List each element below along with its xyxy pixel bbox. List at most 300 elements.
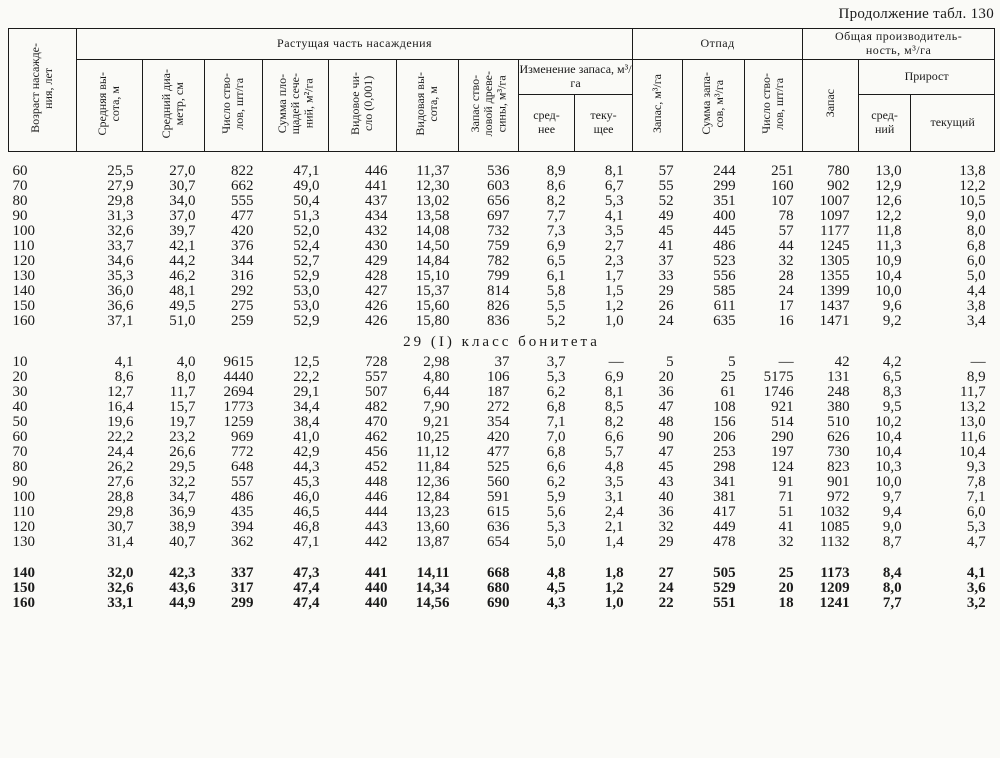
table-cell: 15,37: [415, 283, 450, 299]
age-cell: 130: [12, 268, 35, 284]
table-cell: 1399: [819, 283, 850, 299]
table-cell: 71: [778, 489, 794, 505]
table-cell: 380: [827, 399, 850, 415]
table-cell: 452: [365, 459, 388, 475]
table-row: [9, 284, 995, 299]
table-cell: 5,3: [966, 519, 986, 535]
table-cell: 4,7: [966, 534, 986, 550]
table-cell: 44: [778, 238, 794, 254]
table-row: [9, 566, 995, 581]
table-cell: 477: [487, 444, 510, 460]
table-cell: 12,5: [293, 354, 320, 370]
table-cell: 14,50: [415, 238, 450, 254]
table-cell: 55: [658, 178, 674, 194]
table-cell: 25: [720, 369, 736, 385]
age-cell: 160: [12, 595, 35, 611]
header-increment-mean: сред- ний: [859, 95, 911, 152]
header-dropout-trees: Число ство- лов, шт/га: [745, 60, 803, 152]
table-cell: 4,80: [423, 369, 450, 385]
table-cell: 603: [487, 178, 510, 194]
table-cell: 11,3: [875, 238, 902, 254]
table-cell: 32,6: [107, 580, 134, 596]
table-cell: 6,8: [966, 238, 986, 254]
age-cell: 60: [12, 163, 28, 179]
table-cell: 376: [231, 238, 254, 254]
table-cell: 5,7: [604, 444, 624, 460]
table-cell: 10,0: [875, 283, 902, 299]
table-cell: 42,1: [169, 238, 196, 254]
table-cell: 2694: [223, 384, 254, 400]
table-cell: 523: [713, 253, 736, 269]
header-form-height: Видовая вы- сота, м: [397, 60, 459, 152]
table-cell: 12,36: [415, 474, 450, 490]
table-cell: 6,8: [546, 399, 566, 415]
table-cell: 36,9: [169, 504, 196, 520]
table-cell: 19,6: [107, 414, 134, 430]
table-cell: 108: [713, 399, 736, 415]
table-cell: 46,2: [169, 268, 196, 284]
table-cell: 440: [365, 595, 388, 611]
table-cell: 505: [713, 565, 736, 581]
table-cell: 9,6: [882, 298, 902, 314]
table-cell: 435: [231, 504, 254, 520]
table-cell: 10,4: [875, 429, 902, 445]
table-cell: 31,3: [107, 208, 134, 224]
table-cell: 90: [658, 429, 674, 445]
table-cell: 7,1: [546, 414, 566, 430]
table-cell: 17: [778, 298, 794, 314]
table-row: [9, 535, 995, 550]
table-cell: 47: [658, 444, 674, 460]
table-cell: 26: [658, 298, 674, 314]
table-row: [9, 400, 995, 415]
table-cell: 14,84: [415, 253, 450, 269]
table-cell: 441: [365, 565, 388, 581]
table-cell: 799: [487, 268, 510, 284]
table-cell: 6,6: [546, 459, 566, 475]
table-cell: 30,7: [169, 178, 196, 194]
table-cell: 354: [487, 414, 510, 430]
table-cell: 10,25: [415, 429, 450, 445]
table-cell: 1,2: [604, 580, 624, 596]
table-cell: 292: [231, 283, 254, 299]
table-cell: 1305: [819, 253, 850, 269]
table-cell: 5,9: [546, 489, 566, 505]
table-cell: 6,1: [546, 268, 566, 284]
table-cell: 44,2: [169, 253, 196, 269]
table-cell: 444: [365, 504, 388, 520]
table-cell: 536: [487, 163, 510, 179]
table-cell: 197: [771, 444, 794, 460]
table-cell: 9,21: [423, 414, 450, 430]
table-cell: 4,0: [176, 354, 196, 370]
table-row: [9, 581, 995, 596]
table-cell: 697: [487, 208, 510, 224]
table-cell: 8,2: [546, 193, 566, 209]
table-cell: 11,37: [416, 163, 450, 179]
table-cell: 7,3: [546, 223, 566, 239]
table-cell: 40,7: [169, 534, 196, 550]
table-cell: 4,2: [882, 354, 902, 370]
age-cell: 150: [12, 298, 35, 314]
table-cell: 441: [365, 178, 388, 194]
table-cell: 7,1: [966, 489, 986, 505]
table-cell: 41,0: [293, 429, 320, 445]
table-cell: 13,0: [875, 163, 902, 179]
table-cell: 430: [365, 238, 388, 254]
age-cell: 50: [12, 414, 28, 430]
table-cell: 57: [658, 163, 674, 179]
table-cell: 12,9: [875, 178, 902, 194]
table-cell: 1471: [819, 313, 850, 329]
table-cell: 442: [365, 534, 388, 550]
table-cell: 27,9: [107, 178, 134, 194]
table-cell: 1177: [820, 223, 850, 239]
table-cell: 362: [231, 534, 254, 550]
table-cell: 34,6: [107, 253, 134, 269]
table-cell: 1085: [819, 519, 850, 535]
table-cell: 124: [771, 459, 794, 475]
table-cell: 6,9: [604, 369, 624, 385]
table-cell: 3,6: [966, 580, 986, 596]
age-cell: 30: [12, 384, 28, 400]
header-total-stock: Запас: [803, 60, 859, 152]
table-cell: 13,60: [415, 519, 450, 535]
table-cell: 2,7: [604, 238, 624, 254]
table-cell: 10,4: [959, 444, 986, 460]
table-cell: 18: [778, 595, 794, 611]
table-cell: 4,8: [546, 565, 566, 581]
table-cell: 6,7: [604, 178, 624, 194]
table-cell: 648: [231, 459, 254, 475]
table-cell: 13,58: [415, 208, 450, 224]
table-cell: 5,3: [546, 519, 566, 535]
table-cell: 14,34: [415, 580, 450, 596]
table-cell: 823: [827, 459, 850, 475]
table-cell: 37: [658, 253, 674, 269]
table-row: [9, 179, 995, 194]
header-mean-diameter: Средний диа- метр, см: [143, 60, 205, 152]
spacer-cell: [9, 550, 995, 566]
table-cell: 31,4: [107, 534, 134, 550]
table-cell: 47: [658, 399, 674, 415]
table-cell: 6,8: [546, 444, 566, 460]
table-cell: 317: [231, 580, 254, 596]
table-cell: 47,1: [293, 534, 320, 550]
table-cell: 61: [720, 384, 736, 400]
table-cell: 394: [231, 519, 254, 535]
age-cell: 120: [12, 253, 35, 269]
table-row: [9, 520, 995, 535]
table-cell: 22,2: [293, 369, 320, 385]
table-cell: 33: [658, 268, 674, 284]
table-cell: 636: [487, 519, 510, 535]
table-cell: 3,2: [966, 595, 986, 611]
spacer-row: [9, 550, 995, 566]
table-cell: 4440: [223, 369, 254, 385]
table-cell: 772: [231, 444, 254, 460]
table-body: [9, 152, 995, 612]
table-cell: 635: [713, 313, 736, 329]
table-cell: 19,7: [169, 414, 196, 430]
age-cell: 80: [12, 459, 28, 475]
table-row: [9, 430, 995, 445]
table-cell: 299: [713, 178, 736, 194]
header-form-factor: Видовое чи- сло (0,001): [329, 60, 397, 152]
table-cell: 2,1: [604, 519, 624, 535]
age-cell: 150: [12, 580, 35, 596]
table-cell: 434: [365, 208, 388, 224]
table-cell: 826: [487, 298, 510, 314]
table-header: [9, 29, 995, 152]
table-cell: 8,1: [604, 384, 624, 400]
table-cell: 41: [658, 238, 674, 254]
table-cell: 557: [231, 474, 254, 490]
table-row: [9, 239, 995, 254]
age-cell: 100: [12, 489, 35, 505]
table-cell: 11,7: [169, 384, 196, 400]
table-row: [9, 596, 995, 611]
table-cell: 656: [487, 193, 510, 209]
table-cell: 32,2: [169, 474, 196, 490]
age-cell: 100: [12, 223, 35, 239]
header-age: Возраст насажде- ния, лет: [9, 29, 77, 152]
table-cell: 10,5: [959, 193, 986, 209]
table-cell: 34,0: [169, 193, 196, 209]
table-cell: 15,80: [415, 313, 450, 329]
table-cell: 52,4: [293, 238, 320, 254]
table-cell: 478: [713, 534, 736, 550]
table-cell: 482: [365, 399, 388, 415]
table-cell: 48: [658, 414, 674, 430]
table-cell: 52: [658, 193, 674, 209]
table-cell: 8,0: [966, 223, 986, 239]
table-cell: 969: [231, 429, 254, 445]
table-cell: 37,0: [169, 208, 196, 224]
table-cell: 38,9: [169, 519, 196, 535]
table-cell: 32: [658, 519, 674, 535]
table-cell: 8,6: [546, 178, 566, 194]
table-cell: 12,2: [959, 178, 986, 194]
header-increment-current: текущий: [911, 95, 995, 152]
table-cell: 107: [771, 193, 794, 209]
header-basal-area: Сумма пло- щадей сече- ний, м²/га: [263, 60, 329, 152]
age-cell: 140: [12, 283, 35, 299]
table-cell: 38,4: [293, 414, 320, 430]
table-cell: 27,6: [107, 474, 134, 490]
table-cell: 1355: [819, 268, 850, 284]
table-cell: 446: [365, 163, 388, 179]
table-cell: 51,3: [293, 208, 320, 224]
table-cell: 28,8: [107, 489, 134, 505]
table-cell: 9,0: [882, 519, 902, 535]
table-cell: 29,5: [169, 459, 196, 475]
table-cell: 7,0: [546, 429, 566, 445]
table-cell: 626: [827, 429, 850, 445]
table-cell: 437: [365, 193, 388, 209]
table-cell: 13,23: [415, 504, 450, 520]
table-cell: 32: [778, 253, 794, 269]
table-cell: 6,2: [546, 384, 566, 400]
table-cell: 449: [713, 519, 736, 535]
table-cell: 7,7: [882, 595, 902, 611]
table-cell: 16,4: [107, 399, 134, 415]
header-stem-stock: Запас ство- ловой древе- сины, м³/га: [459, 60, 519, 152]
table-cell: 9,0: [966, 208, 986, 224]
table-cell: 106: [487, 369, 510, 385]
table-cell: 47,3: [293, 565, 320, 581]
age-cell: 80: [12, 193, 28, 209]
table-cell: 53,0: [293, 283, 320, 299]
table-cell: 42: [834, 354, 850, 370]
table-cell: 11,6: [959, 429, 986, 445]
table-cell: 6,0: [966, 253, 986, 269]
table-cell: 1007: [819, 193, 850, 209]
table-cell: 728: [365, 354, 388, 370]
table-cell: 400: [713, 208, 736, 224]
age-cell: 160: [12, 313, 35, 329]
header-tree-count: Число ство- лов, шт/га: [205, 60, 263, 152]
age-cell: 70: [12, 178, 28, 194]
table-cell: 45,3: [293, 474, 320, 490]
table-cell: 486: [231, 489, 254, 505]
table-cell: 8,0: [882, 580, 902, 596]
table-row: [9, 445, 995, 460]
table-cell: 426: [365, 313, 388, 329]
table-cell: 7,7: [546, 208, 566, 224]
table-cell: 668: [487, 565, 510, 581]
table-cell: —: [970, 354, 986, 370]
table-cell: 5,6: [546, 504, 566, 520]
table-cell: 9,4: [882, 504, 902, 520]
table-cell: 49: [658, 208, 674, 224]
table-row: [9, 314, 995, 329]
table-cell: 46,5: [293, 504, 320, 520]
table-cell: 14,08: [415, 223, 450, 239]
table-cell: 1,8: [604, 565, 624, 581]
table-cell: 8,9: [546, 163, 566, 179]
table-cell: 13,02: [415, 193, 450, 209]
table-cell: 14,56: [415, 595, 450, 611]
table-cell: 49,5: [169, 298, 196, 314]
table-cell: 780: [827, 163, 850, 179]
table-cell: 27,0: [169, 163, 196, 179]
table-cell: 44,3: [293, 459, 320, 475]
table-cell: 49,0: [293, 178, 320, 194]
table-cell: 8,7: [882, 534, 902, 550]
table-cell: 251: [771, 163, 794, 179]
table-cell: 11,84: [416, 459, 450, 475]
table-cell: 525: [487, 459, 510, 475]
table-cell: 36,0: [107, 283, 134, 299]
table-row: [9, 152, 995, 180]
table-cell: 15,60: [415, 298, 450, 314]
table-row: [9, 269, 995, 284]
table-cell: 316: [231, 268, 254, 284]
table-cell: 29,8: [107, 504, 134, 520]
table-cell: 244: [713, 163, 736, 179]
table-row: [9, 385, 995, 400]
table-cell: 12,6: [875, 193, 902, 209]
table-cell: 432: [365, 223, 388, 239]
table-cell: 36: [658, 384, 674, 400]
header-stock-change: Изменение запаса, м³/га: [519, 60, 633, 95]
header-mean-height: Средняя вы- сота, м: [77, 60, 143, 152]
table-cell: 1,0: [604, 313, 624, 329]
table-cell: 555: [231, 193, 254, 209]
table-cell: 22,2: [107, 429, 134, 445]
table-cell: 921: [771, 399, 794, 415]
age-cell: 110: [12, 504, 35, 520]
table-cell: 5: [728, 354, 736, 370]
age-cell: 110: [12, 238, 35, 254]
table-cell: 1032: [819, 504, 850, 520]
table-cell: 253: [713, 444, 736, 460]
table-cell: 34,4: [293, 399, 320, 415]
table-row: [9, 355, 995, 370]
table-cell: 1259: [223, 414, 254, 430]
table-cell: 29,8: [107, 193, 134, 209]
table-cell: 10,4: [875, 268, 902, 284]
table-cell: 43: [658, 474, 674, 490]
table-cell: 50,4: [293, 193, 320, 209]
age-cell: 120: [12, 519, 35, 535]
table-cell: 24: [658, 313, 674, 329]
table-cell: 1241: [819, 595, 850, 611]
table-cell: 53,0: [293, 298, 320, 314]
table-cell: 26,6: [169, 444, 196, 460]
table-cell: 551: [713, 595, 736, 611]
table-cell: 28: [778, 268, 794, 284]
table-cell: 33,1: [107, 595, 134, 611]
table-cell: 32: [778, 534, 794, 550]
table-cell: 272: [487, 399, 510, 415]
table-cell: 2,4: [604, 504, 624, 520]
age-cell: 140: [12, 565, 35, 581]
table-cell: 47,4: [293, 595, 320, 611]
header-dropout-stock: Запас, м³/га: [633, 60, 683, 152]
table-cell: 45: [658, 223, 674, 239]
table-cell: 32,0: [107, 565, 134, 581]
table-cell: 8,1: [604, 163, 624, 179]
table-cell: 91: [778, 474, 794, 490]
age-cell: 90: [12, 208, 28, 224]
table-cell: 46,8: [293, 519, 320, 535]
table-cell: 8,2: [604, 414, 624, 430]
table-cell: 52,0: [293, 223, 320, 239]
table-cell: 662: [231, 178, 254, 194]
table-cell: 1097: [819, 208, 850, 224]
table-cell: 206: [713, 429, 736, 445]
table-cell: 462: [365, 429, 388, 445]
table-cell: 2,98: [423, 354, 450, 370]
table-cell: 1,4: [604, 534, 624, 550]
table-cell: 10,2: [875, 414, 902, 430]
table-cell: 42,9: [293, 444, 320, 460]
table-cell: 4,8: [604, 459, 624, 475]
table-cell: 43,6: [169, 580, 196, 596]
table-cell: 1773: [223, 399, 254, 415]
table-cell: 557: [365, 369, 388, 385]
table-cell: 1,2: [604, 298, 624, 314]
table-cell: 429: [365, 253, 388, 269]
table-cell: 299: [231, 595, 254, 611]
table-cell: 9,3: [966, 459, 986, 475]
table-cell: 9615: [223, 354, 254, 370]
table-cell: —: [778, 354, 794, 370]
table-cell: 10,4: [875, 444, 902, 460]
table-cell: 510: [827, 414, 850, 430]
